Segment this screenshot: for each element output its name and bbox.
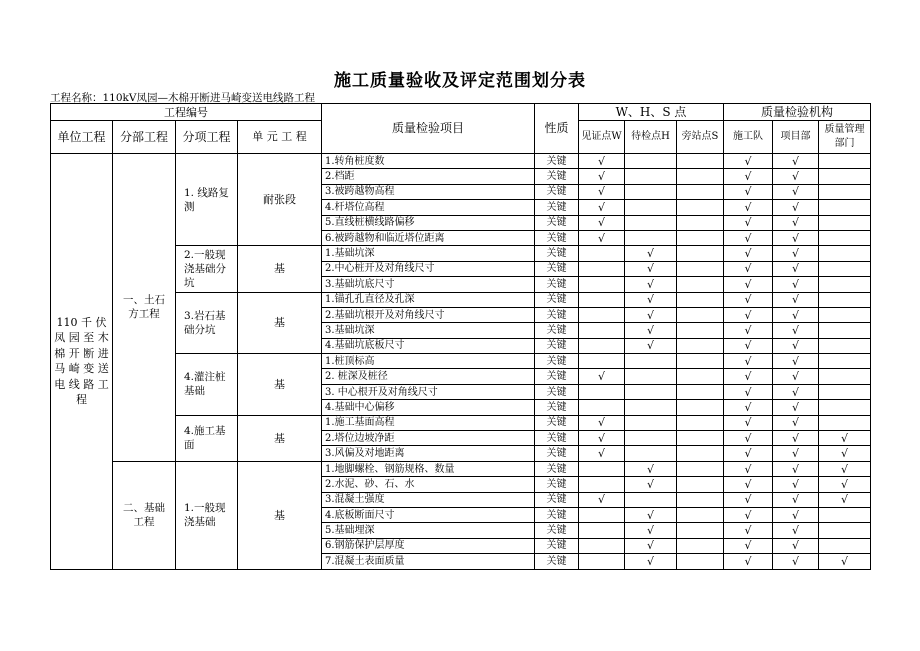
empty-cell <box>579 307 625 322</box>
header-unit-element: 单 元 工 程 <box>238 121 322 154</box>
nature-cell: 关键 <box>535 554 579 569</box>
empty-cell <box>677 415 724 430</box>
check-mark: √ <box>773 292 819 307</box>
empty-cell <box>819 261 871 276</box>
check-mark: √ <box>773 277 819 292</box>
empty-cell <box>819 246 871 261</box>
empty-cell <box>579 507 625 522</box>
empty-cell <box>677 384 724 399</box>
unit-element-cell: 基 <box>238 461 322 569</box>
check-mark: √ <box>773 431 819 446</box>
empty-cell <box>819 354 871 369</box>
check-mark: √ <box>724 169 773 184</box>
check-mark: √ <box>625 338 677 353</box>
empty-cell <box>625 400 677 415</box>
check-mark: √ <box>579 415 625 430</box>
nature-cell: 关键 <box>535 215 579 230</box>
nature-cell: 关键 <box>535 446 579 461</box>
empty-cell <box>819 154 871 169</box>
empty-cell <box>625 230 677 245</box>
check-mark: √ <box>773 492 819 507</box>
empty-cell <box>677 292 724 307</box>
empty-cell <box>819 384 871 399</box>
check-mark: √ <box>625 323 677 338</box>
item-project-cell: 4.灌注桩基础 <box>176 354 238 416</box>
check-mark: √ <box>773 215 819 230</box>
sub-project-cell: 一、土石方工程 <box>113 154 176 462</box>
empty-cell <box>819 169 871 184</box>
unit-project-cell: 110 千 伏 凤 园 至 木 棉 开 断 进 马 崎 变 送 电 线 路 工 程 <box>51 154 113 570</box>
check-mark: √ <box>724 261 773 276</box>
inspection-item: 2.中心桩开及对角线尺寸 <box>322 261 535 276</box>
empty-cell <box>579 477 625 492</box>
check-mark: √ <box>773 461 819 476</box>
check-mark: √ <box>724 200 773 215</box>
header-quality-mgmt: 质量管理部门 <box>819 121 871 154</box>
empty-cell <box>819 230 871 245</box>
nature-cell: 关键 <box>535 431 579 446</box>
check-mark: √ <box>579 230 625 245</box>
check-mark: √ <box>724 338 773 353</box>
inspection-item: 2.档距 <box>322 169 535 184</box>
empty-cell <box>819 292 871 307</box>
nature-cell: 关键 <box>535 384 579 399</box>
sub-project-cell: 二、基础工程 <box>113 461 176 569</box>
inspection-item: 4.基础中心偏移 <box>322 400 535 415</box>
header-hold: 待检点H <box>625 121 677 154</box>
empty-cell <box>677 369 724 384</box>
empty-cell <box>819 538 871 553</box>
nature-cell: 关键 <box>535 277 579 292</box>
empty-cell <box>819 184 871 199</box>
inspection-item: 2.基础坑根开及对角线尺寸 <box>322 307 535 322</box>
check-mark: √ <box>724 492 773 507</box>
inspection-item: 2. 桩深及桩径 <box>322 369 535 384</box>
empty-cell <box>579 292 625 307</box>
check-mark: √ <box>625 261 677 276</box>
header-inspection-item: 质量检验项目 <box>322 104 535 154</box>
nature-cell: 关键 <box>535 354 579 369</box>
check-mark: √ <box>773 323 819 338</box>
empty-cell <box>819 338 871 353</box>
check-mark: √ <box>724 230 773 245</box>
check-mark: √ <box>579 154 625 169</box>
check-mark: √ <box>724 477 773 492</box>
empty-cell <box>677 507 724 522</box>
inspection-item: 5.直线桩横线路偏移 <box>322 215 535 230</box>
inspection-item: 3.混凝土强度 <box>322 492 535 507</box>
check-mark: √ <box>773 507 819 522</box>
check-mark: √ <box>724 384 773 399</box>
empty-cell <box>579 277 625 292</box>
inspection-item: 4.杆塔位高程 <box>322 200 535 215</box>
header-construction-team: 施工队 <box>724 121 773 154</box>
empty-cell <box>579 554 625 569</box>
inspection-item: 3.基础坑深 <box>322 323 535 338</box>
check-mark: √ <box>579 184 625 199</box>
check-mark: √ <box>773 384 819 399</box>
unit-element-cell: 基 <box>238 415 322 461</box>
empty-cell <box>677 246 724 261</box>
nature-cell: 关键 <box>535 230 579 245</box>
check-mark: √ <box>625 277 677 292</box>
item-project-cell: 3.岩石基础分坑 <box>176 292 238 354</box>
check-mark: √ <box>773 169 819 184</box>
empty-cell <box>579 323 625 338</box>
check-mark: √ <box>773 246 819 261</box>
check-mark: √ <box>625 538 677 553</box>
empty-cell <box>819 507 871 522</box>
empty-cell <box>625 354 677 369</box>
inspection-item: 4.底板断面尺寸 <box>322 507 535 522</box>
check-mark: √ <box>724 507 773 522</box>
check-mark: √ <box>773 415 819 430</box>
check-mark: √ <box>579 446 625 461</box>
check-mark: √ <box>724 461 773 476</box>
empty-cell <box>625 200 677 215</box>
inspection-item: 2.水泥、砂、石、水 <box>322 477 535 492</box>
empty-cell <box>625 384 677 399</box>
empty-cell <box>579 246 625 261</box>
empty-cell <box>625 415 677 430</box>
project-name: 工程名称：110kV凤园—木棉开断进马崎变送电线路工程 <box>50 92 315 104</box>
check-mark: √ <box>579 431 625 446</box>
check-mark: √ <box>724 246 773 261</box>
check-mark: √ <box>625 246 677 261</box>
header-item-project: 分项工程 <box>176 121 238 154</box>
check-mark: √ <box>773 184 819 199</box>
header-project-dept: 项目部 <box>773 121 819 154</box>
nature-cell: 关键 <box>535 523 579 538</box>
nature-cell: 关键 <box>535 477 579 492</box>
empty-cell <box>677 184 724 199</box>
empty-cell <box>819 369 871 384</box>
inspection-item: 3.基础坑底尺寸 <box>322 277 535 292</box>
check-mark: √ <box>773 400 819 415</box>
check-mark: √ <box>724 538 773 553</box>
check-mark: √ <box>724 415 773 430</box>
header-agency: 质量检验机构 <box>724 104 871 121</box>
empty-cell <box>625 492 677 507</box>
empty-cell <box>819 415 871 430</box>
header-witness: 见证点W <box>579 121 625 154</box>
empty-cell <box>579 338 625 353</box>
empty-cell <box>579 523 625 538</box>
empty-cell <box>677 307 724 322</box>
nature-cell: 关键 <box>535 538 579 553</box>
empty-cell <box>579 400 625 415</box>
empty-cell <box>625 369 677 384</box>
check-mark: √ <box>773 523 819 538</box>
header-project-code: 工程编号 <box>51 104 322 121</box>
check-mark: √ <box>625 507 677 522</box>
empty-cell <box>677 354 724 369</box>
header-whs-points: W、H、S 点 <box>579 104 724 121</box>
empty-cell <box>677 261 724 276</box>
check-mark: √ <box>579 492 625 507</box>
check-mark: √ <box>773 554 819 569</box>
header-unit-project: 单位工程 <box>51 121 113 154</box>
unit-element-cell: 基 <box>238 292 322 354</box>
nature-cell: 关键 <box>535 461 579 476</box>
inspection-item: 1.转角桩度数 <box>322 154 535 169</box>
empty-cell <box>625 446 677 461</box>
empty-cell <box>677 538 724 553</box>
item-project-cell: 2.一般现浇基础分坑 <box>176 246 238 292</box>
header-side: 旁站点S <box>677 121 724 154</box>
inspection-item: 1.桩顶标高 <box>322 354 535 369</box>
empty-cell <box>625 184 677 199</box>
check-mark: √ <box>773 369 819 384</box>
empty-cell <box>677 277 724 292</box>
empty-cell <box>677 554 724 569</box>
nature-cell: 关键 <box>535 369 579 384</box>
inspection-item: 1.地脚螺栓、钢筋规格、数量 <box>322 461 535 476</box>
check-mark: √ <box>773 200 819 215</box>
nature-cell: 关键 <box>535 200 579 215</box>
empty-cell <box>677 154 724 169</box>
check-mark: √ <box>819 554 871 569</box>
nature-cell: 关键 <box>535 415 579 430</box>
check-mark: √ <box>819 446 871 461</box>
check-mark: √ <box>773 538 819 553</box>
item-project-cell: 4.施工基面 <box>176 415 238 461</box>
empty-cell <box>677 477 724 492</box>
check-mark: √ <box>625 523 677 538</box>
inspection-item: 1.基础坑深 <box>322 246 535 261</box>
empty-cell <box>819 200 871 215</box>
check-mark: √ <box>724 184 773 199</box>
check-mark: √ <box>625 477 677 492</box>
inspection-item: 4.基础坑底板尺寸 <box>322 338 535 353</box>
table-row <box>51 154 871 169</box>
empty-cell <box>677 215 724 230</box>
check-mark: √ <box>724 431 773 446</box>
check-mark: √ <box>819 477 871 492</box>
inspection-item: 1.施工基面高程 <box>322 415 535 430</box>
empty-cell <box>625 431 677 446</box>
header-sub-project: 分部工程 <box>113 121 176 154</box>
empty-cell <box>819 277 871 292</box>
empty-cell <box>819 400 871 415</box>
unit-element-cell: 耐张段 <box>238 154 322 246</box>
empty-cell <box>677 492 724 507</box>
check-mark: √ <box>773 338 819 353</box>
empty-cell <box>677 169 724 184</box>
nature-cell: 关键 <box>535 292 579 307</box>
inspection-table <box>50 103 871 570</box>
inspection-item: 2.塔位边坡净距 <box>322 431 535 446</box>
nature-cell: 关键 <box>535 323 579 338</box>
check-mark: √ <box>625 554 677 569</box>
nature-cell: 关键 <box>535 246 579 261</box>
check-mark: √ <box>724 277 773 292</box>
nature-cell: 关键 <box>535 169 579 184</box>
check-mark: √ <box>724 323 773 338</box>
inspection-item: 6.钢筋保护层厚度 <box>322 538 535 553</box>
inspection-item: 7.混凝土表面质量 <box>322 554 535 569</box>
nature-cell: 关键 <box>535 492 579 507</box>
unit-element-cell: 基 <box>238 246 322 292</box>
inspection-item: 6.被跨越物和临近塔位距离 <box>322 230 535 245</box>
item-project-cell: 1. 线路复测 <box>176 154 238 246</box>
empty-cell <box>677 400 724 415</box>
check-mark: √ <box>724 400 773 415</box>
check-mark: √ <box>773 446 819 461</box>
check-mark: √ <box>579 215 625 230</box>
check-mark: √ <box>724 446 773 461</box>
empty-cell <box>819 215 871 230</box>
empty-cell <box>579 461 625 476</box>
empty-cell <box>677 461 724 476</box>
empty-cell <box>677 338 724 353</box>
check-mark: √ <box>579 169 625 184</box>
empty-cell <box>625 215 677 230</box>
empty-cell <box>819 323 871 338</box>
empty-cell <box>579 538 625 553</box>
header-nature: 性质 <box>535 104 579 154</box>
empty-cell <box>677 431 724 446</box>
check-mark: √ <box>724 215 773 230</box>
check-mark: √ <box>724 307 773 322</box>
check-mark: √ <box>724 292 773 307</box>
check-mark: √ <box>773 477 819 492</box>
check-mark: √ <box>724 354 773 369</box>
inspection-item: 3. 中心根开及对角线尺寸 <box>322 384 535 399</box>
check-mark: √ <box>625 292 677 307</box>
nature-cell: 关键 <box>535 261 579 276</box>
check-mark: √ <box>579 369 625 384</box>
table-row <box>51 461 871 476</box>
unit-element-cell: 基 <box>238 354 322 416</box>
empty-cell <box>819 307 871 322</box>
empty-cell <box>625 169 677 184</box>
check-mark: √ <box>625 461 677 476</box>
empty-cell <box>677 230 724 245</box>
nature-cell: 关键 <box>535 400 579 415</box>
table-body <box>51 154 871 570</box>
check-mark: √ <box>773 261 819 276</box>
check-mark: √ <box>773 230 819 245</box>
check-mark: √ <box>724 154 773 169</box>
empty-cell <box>579 354 625 369</box>
item-project-cell: 1.一般现浇基础 <box>176 461 238 569</box>
inspection-item: 3.风偏及对地距离 <box>322 446 535 461</box>
check-mark: √ <box>579 200 625 215</box>
check-mark: √ <box>773 354 819 369</box>
check-mark: √ <box>773 154 819 169</box>
nature-cell: 关键 <box>535 154 579 169</box>
check-mark: √ <box>819 431 871 446</box>
check-mark: √ <box>724 554 773 569</box>
inspection-item: 3.被跨越物高程 <box>322 184 535 199</box>
check-mark: √ <box>724 523 773 538</box>
nature-cell: 关键 <box>535 307 579 322</box>
empty-cell <box>677 200 724 215</box>
check-mark: √ <box>819 461 871 476</box>
check-mark: √ <box>625 307 677 322</box>
inspection-item: 5.基础埋深 <box>322 523 535 538</box>
inspection-item: 1.锚孔孔直径及孔深 <box>322 292 535 307</box>
empty-cell <box>579 384 625 399</box>
empty-cell <box>579 261 625 276</box>
check-mark: √ <box>819 492 871 507</box>
nature-cell: 关键 <box>535 184 579 199</box>
nature-cell: 关键 <box>535 507 579 522</box>
page-title: 施工质量验收及评定范围划分表 <box>334 71 586 91</box>
check-mark: √ <box>724 369 773 384</box>
empty-cell <box>677 523 724 538</box>
empty-cell <box>625 154 677 169</box>
check-mark: √ <box>773 307 819 322</box>
empty-cell <box>819 523 871 538</box>
empty-cell <box>677 446 724 461</box>
empty-cell <box>677 323 724 338</box>
nature-cell: 关键 <box>535 338 579 353</box>
